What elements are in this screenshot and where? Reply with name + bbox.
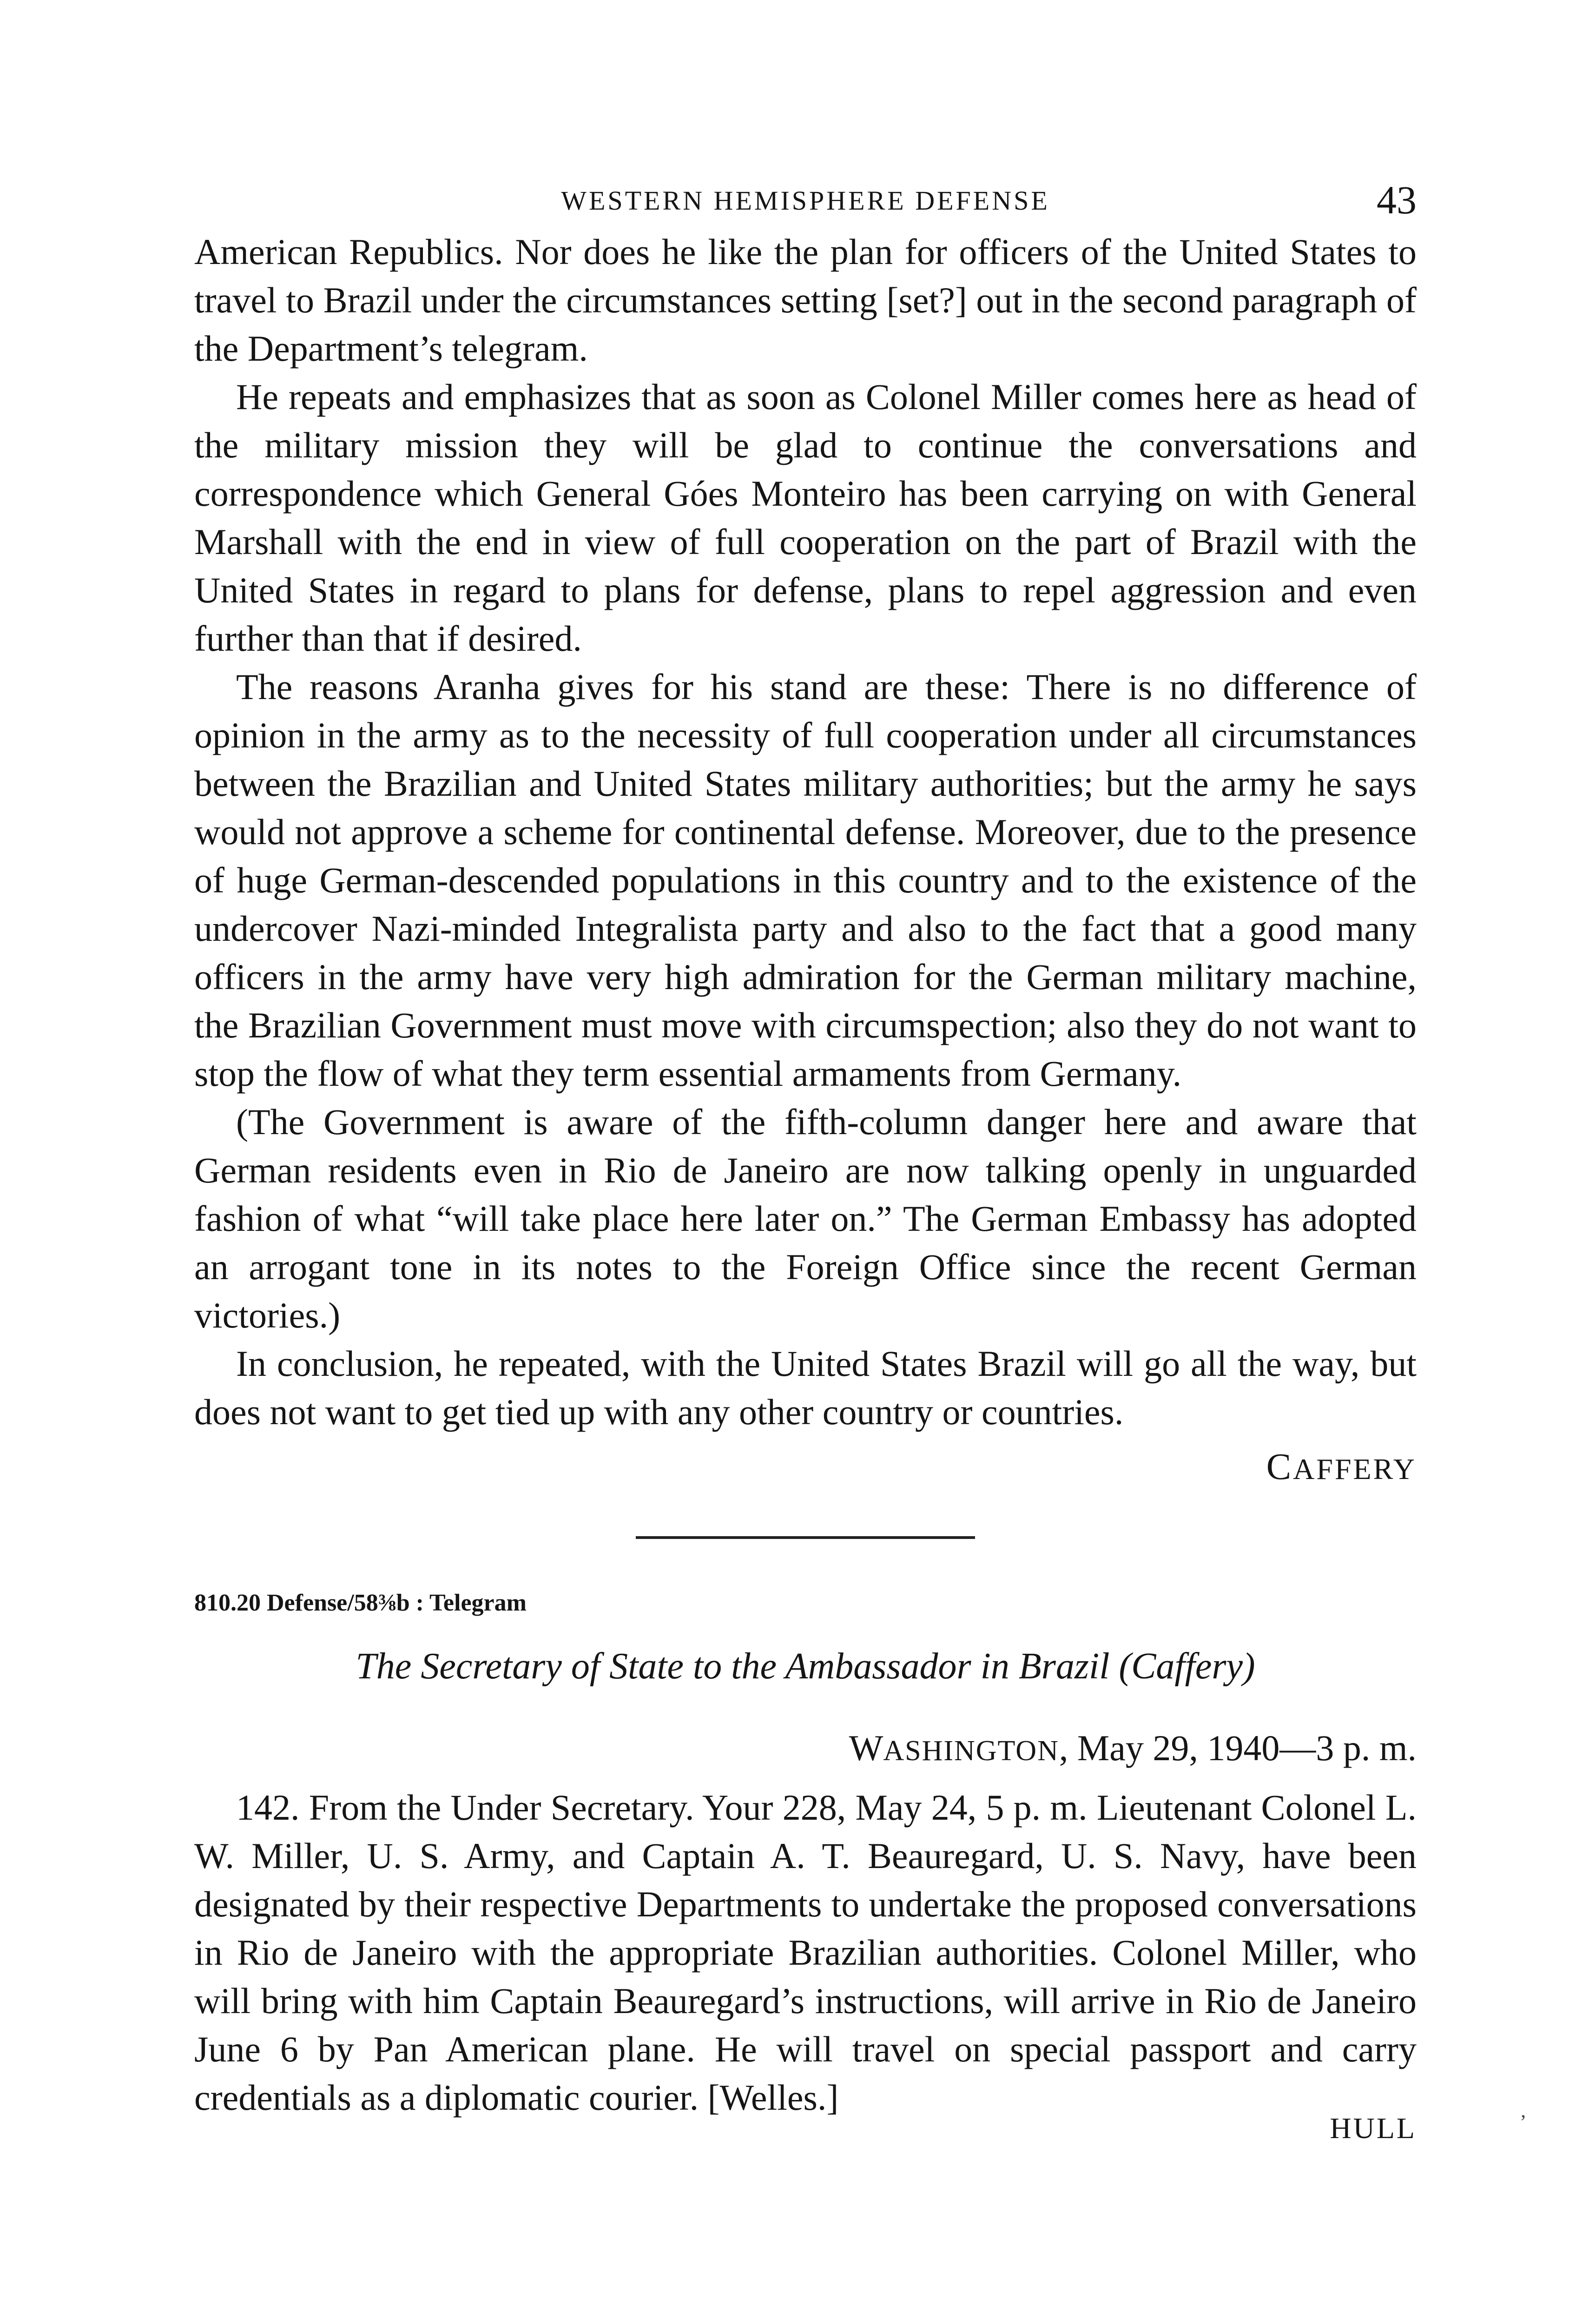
telegram-body bbox=[194, 1783, 1417, 2145]
signature-hull: HULL bbox=[1330, 2112, 1417, 2145]
date: , May 29, 1940—3 p. m. bbox=[1059, 1728, 1417, 1768]
body-text bbox=[194, 228, 1417, 2145]
paragraph: The reasons Aranha gives for his stand are these: There is no difference of opinion in the army as to the necessity of full cooperation under all circumstances between the Brazilian and United States military authorities; but the army he says would not approve a scheme for continental defense. Moreover, due to the presence of huge German-descended populations in this country and to the existence of the undercover Nazi-minded Integralista party and also to the fact that a good many officers in the army have very high admiration for the German military machine, the Brazilian Government must move with circumspection; also they do not want to stop the flow of what they term essential armaments from Germany. bbox=[194, 667, 1417, 1094]
margin-mark: ‚ bbox=[1520, 2099, 1527, 2122]
place-rest: ASHINGTON bbox=[883, 1735, 1059, 1767]
signature-rest: AFFERY bbox=[1293, 1452, 1417, 1486]
running-head bbox=[194, 177, 1417, 228]
place-initial: W bbox=[849, 1728, 883, 1768]
paragraph: American Republics. Nor does he like the plan for officers of the United States to travel to Brazil under the circumstances setting [set?] out in the second paragraph of the Department’s telegram. bbox=[194, 231, 1417, 369]
page-number: 43 bbox=[1377, 178, 1417, 222]
paragraph: 142. From the Under Secretary. Your 228, May 24, 5 p. m. Lieutenant Colonel L. W. Miller, U. S. Army, and Captain A. T. Beauregard, U. S. Navy, have been designated by their respective Departments to undertake the proposed conversations in Rio de Janeiro with the appropriate Brazilian authorities. Colonel Miller, who will bring with him Captain Beauregard’s instructions, will arrive in Rio de Janeiro June 6 by Pan American plane. He will travel on special passport and carry credentials as a diplomatic courier. [Welles.] bbox=[194, 1787, 1417, 2118]
signature-caffery bbox=[194, 1443, 1417, 1493]
section-divider bbox=[636, 1536, 975, 1539]
file-reference: 810.20 Defense/58⅜b : Telegram bbox=[194, 1590, 527, 1616]
paragraph: (The Government is aware of the fifth-column danger here and aware that German residents even in Rio de Janeiro are now talking openly in unguarded fashion of what “will take place here later on.” The German Embassy has adopted an arrogant tone in its notes to the Foreign Office since the recent German victories.) bbox=[194, 1102, 1417, 1335]
place-date-line bbox=[194, 1724, 1417, 1775]
document-title: The Secretary of State to the Ambassador in Brazil (Caffery) bbox=[356, 1646, 1255, 1687]
paragraph: In conclusion, he repeated, with the United States Brazil will go all the way, but does not want to get tied up with any other country or countries. bbox=[194, 1343, 1417, 1432]
paragraph: He repeats and emphasizes that as soon as Colonel Miller comes here as head of the military mission they will be glad to continue the conversations and correspondence which General Góes Monteiro has been carrying on with General Marshall with the end in view of full cooperation on the part of Brazil with the United States in regard to plans for defense, plans to repel aggression and even further than that if desired. bbox=[194, 376, 1417, 659]
running-title: WESTERN HEMISPHERE DEFENSE bbox=[561, 185, 1050, 216]
signature-initial: C bbox=[1266, 1446, 1293, 1487]
document-page bbox=[194, 177, 1417, 2145]
